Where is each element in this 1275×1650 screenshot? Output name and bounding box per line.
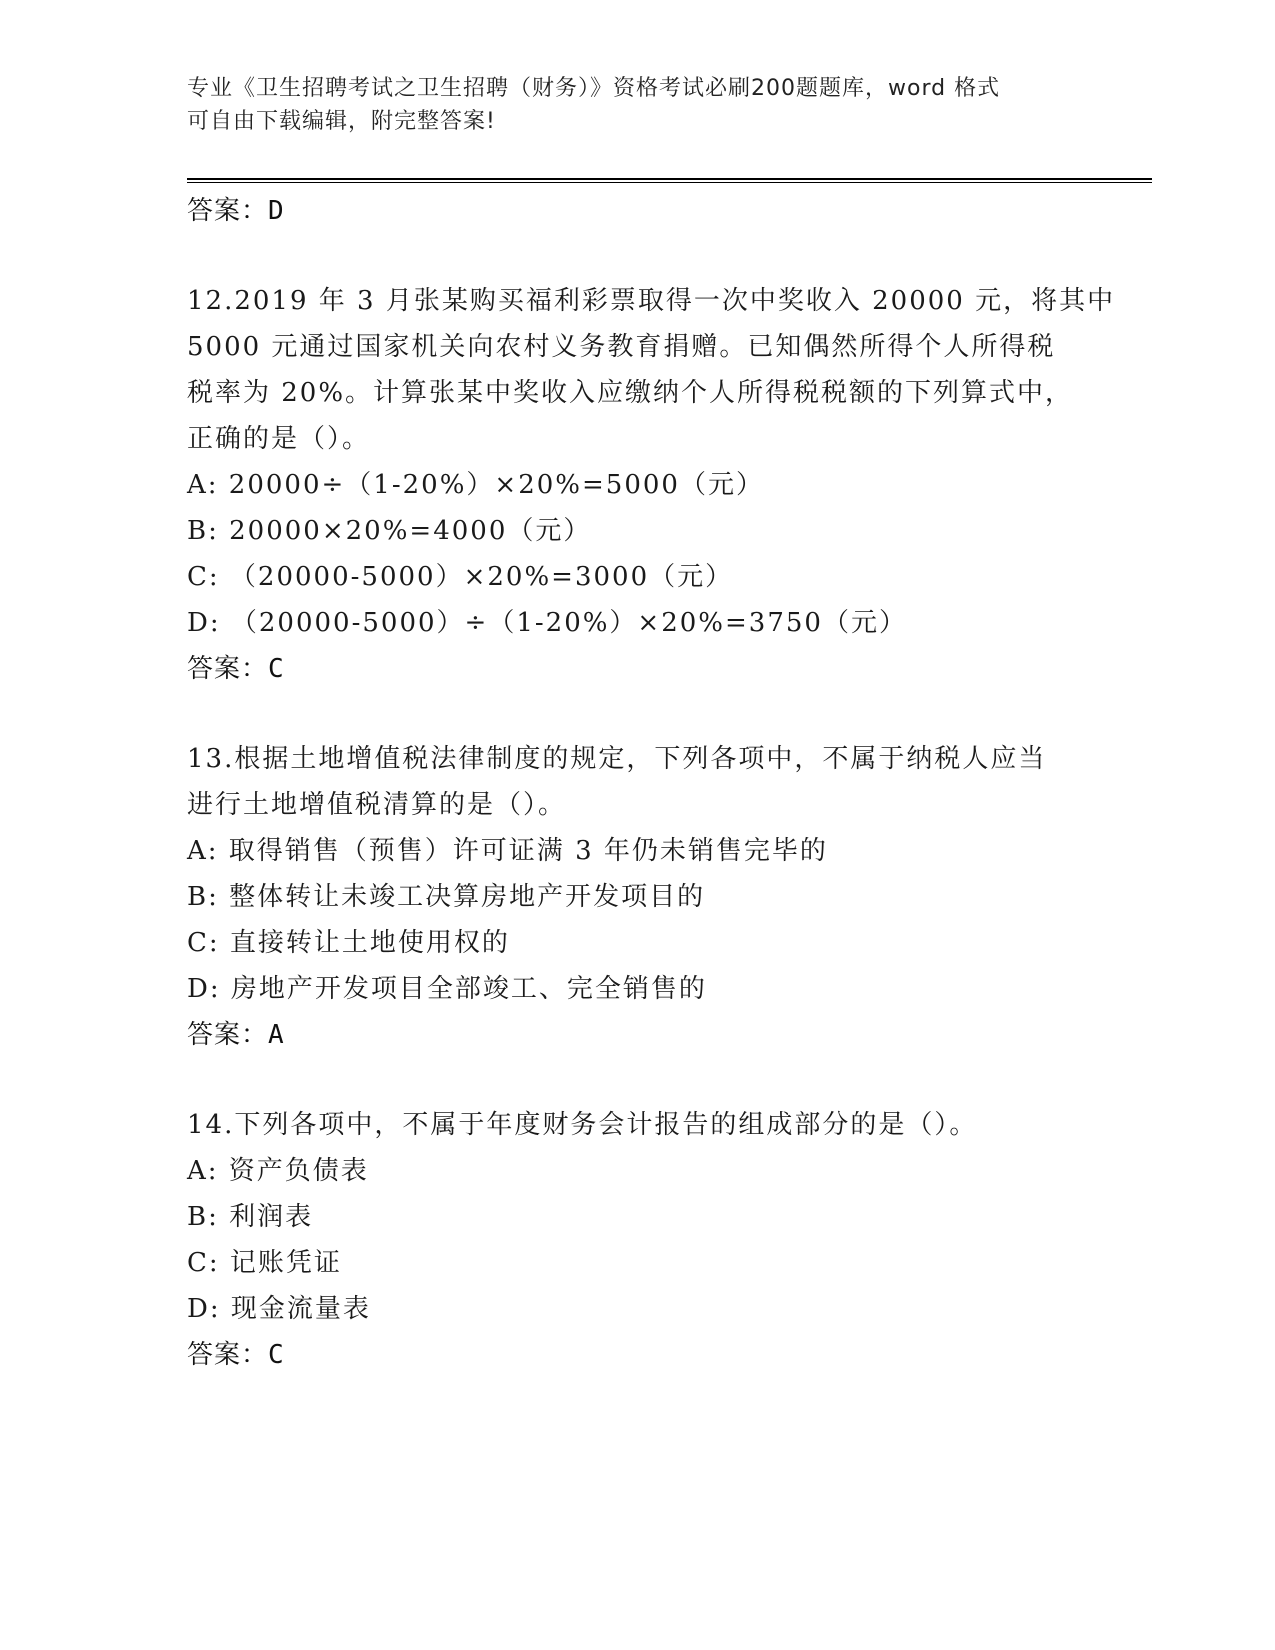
answer-value: A xyxy=(268,1020,284,1050)
question-12 xyxy=(187,278,1116,692)
prev-answer xyxy=(187,188,1087,234)
header-title-line-1: 专业《卫生招聘考试之卫生招聘（财务）》资格考试必刷200题题库，word 格式 xyxy=(187,76,1001,101)
header-title-line-2: 可自由下载编辑，附完整答案! xyxy=(187,109,496,134)
option-b: B: 20000×20%=4000（元） xyxy=(187,516,592,546)
option-c: C: 记账凭证 xyxy=(187,1248,342,1278)
option-a: A: 取得销售（预售）许可证满 3 年仍未销售完毕的 xyxy=(187,836,828,866)
option-d: D: （20000-5000）÷（1-20%）×20%=3750（元） xyxy=(187,608,907,638)
option-c: C: （20000-5000）×20%=3000（元） xyxy=(187,562,734,592)
option-a: A: 资产负债表 xyxy=(187,1156,369,1186)
answer-label: 答案： xyxy=(187,1340,269,1370)
option-b: B: 利润表 xyxy=(187,1202,314,1232)
stem-line: 14.下列各项中，不属于年度财务会计报告的组成部分的是（）。 xyxy=(187,1110,978,1140)
question-stem xyxy=(187,278,1116,462)
question-14 xyxy=(187,1102,1087,1378)
header-divider xyxy=(187,178,1152,183)
question-stem xyxy=(187,1102,1087,1148)
stem-line: 13.根据土地增值税法律制度的规定，下列各项中，不属于纳税人应当 xyxy=(187,744,1047,774)
answer-value: C xyxy=(268,1340,284,1370)
option-a: A: 20000÷（1-20%）×20%=5000（元） xyxy=(187,470,764,500)
stem-line: 正确的是（）。 xyxy=(187,424,371,454)
option-d: D: 房地产开发项目全部竣工、完全销售的 xyxy=(187,974,707,1004)
option-d: D: 现金流量表 xyxy=(187,1294,371,1324)
page-header xyxy=(187,72,1067,138)
answer-label: 答案： xyxy=(187,654,269,684)
answer-label: 答案： xyxy=(187,196,269,226)
document-body xyxy=(187,188,1116,1378)
option-c: C: 直接转让土地使用权的 xyxy=(187,928,510,958)
stem-line: 进行土地增值税清算的是（）。 xyxy=(187,790,567,820)
option-b: B: 整体转让未竣工决算房地产开发项目的 xyxy=(187,882,706,912)
stem-line: 12.2019 年 3 月张某购买福利彩票取得一次中奖收入 20000 元，将其中 xyxy=(187,286,1116,316)
stem-line: 5000 元通过国家机关向农村义务教育捐赠。已知偶然所得个人所得税 xyxy=(187,332,1056,362)
answer-value: C xyxy=(268,654,284,684)
answer-line xyxy=(187,1332,1087,1378)
question-13 xyxy=(187,736,1087,1058)
answer-line xyxy=(187,1012,1087,1058)
question-stem xyxy=(187,736,1087,828)
answer-line xyxy=(187,646,1087,692)
stem-line: 税率为 20%。计算张某中奖收入应缴纳个人所得税税额的下列算式中， xyxy=(187,378,1074,408)
answer-label: 答案： xyxy=(187,1020,269,1050)
answer-value: D xyxy=(268,196,284,226)
